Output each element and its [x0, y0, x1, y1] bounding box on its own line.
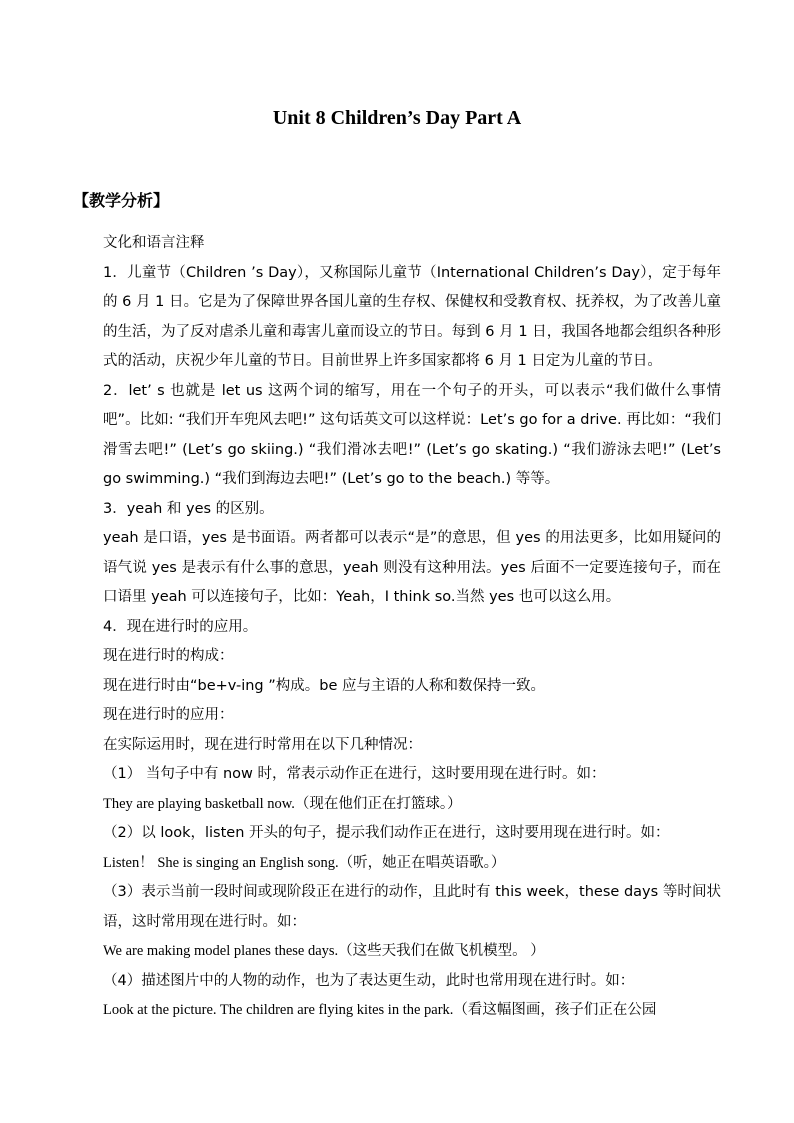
section-heading: 【教学分析】 [73, 191, 170, 210]
paragraph-childrens-day: 1．儿童节（Children ’s Day），又称国际儿童节（International Children’s Day），定于每年的 6 月 1 日。它是为了保障世界各国儿童的生存权、保健权和受教育权、抚养权，为了改善儿童的生活，为了反对虐杀儿童和毒害儿童而设立的节日。每到 6 月 1 日，我国各地都会组织各种形式的活动，庆祝少年儿童的节日。目前世界上许多国家都将 6 月 1 日定为儿童的节日。 [103, 264, 721, 369]
paragraph-usage-heading: 现在进行时的应用： [103, 707, 234, 723]
paragraph-usage-intro: 在实际运用时，现在进行时常用在以下几种情况： [103, 736, 422, 753]
paragraph-usage-4: （4）描述图片中的人物的动作，也为了表达更生动，此时也常用现在进行时。如： [103, 972, 635, 989]
example-4: Look at the picture. The children are flying kites in the park.（看这幅图画，孩子们正在公园 [103, 1002, 657, 1018]
paragraph-usage-1: （1） 当句子中有 now 时，常表示动作正在进行，这时要用现在进行时。如： [103, 766, 606, 782]
paragraph-formation: 现在进行时由“be+v-ing ”构成。be 应与主语的人称和数保持一致。 [103, 677, 545, 694]
paragraph-present-continuous-heading: 4．现在进行时的应用。 [103, 618, 258, 635]
example-2: Listen！ She is singing an English song.（听，她正在唱英语歌。） [103, 854, 506, 871]
paragraph-formation-heading: 现在进行时的构成： [103, 648, 234, 664]
paragraph-usage-3: （3）表示当前一段时间或现阶段正在进行的动作，且此时有 this week，these days 等时间状语，这时常用现在进行时。如： [103, 884, 721, 930]
example-3: We are making model planes these days.（这些天我们在做飞机模型。 ） [103, 943, 545, 959]
paragraph-culture-notes: 文化和语言注释 [103, 235, 205, 251]
paragraph-yeah-yes: yeah 是口语，yes 是书面语。两者都可以表示“是”的意思，但 yes 的用法更多，比如用疑问的语气说 yes 是表示有什么事的意思，yeah 则没有这种用法。yes 后面不一定要连接句子，而在口语里 yeah 可以连接句子，比如：Yeah，I think so.当然 yes 也可以这么用。 [103, 530, 721, 605]
paragraph-usage-2: （2）以 look，listen 开头的句子，提示我们动作正在进行，这时要用现在进行时。如： [103, 825, 670, 841]
paragraph-yeah-yes-heading: 3．yeah 和 yes 的区别。 [103, 500, 274, 517]
document-body [73, 229, 721, 1026]
example-1: They are playing basketball now.（现在他们正在打篮球。） [103, 795, 462, 812]
paragraph-lets: 2．let’ s 也就是 let us 这两个词的缩写，用在一个句子的开头，可以表示“我们做什么事情吧”。比如: “我们开车兜风去吧!” 这句话英文可以这样说：Let’s go for a drive. 再比如：“我们滑雪去吧!” (Let’s go skiing.) “我们滑冰去吧!” (Let’s go skating.) “我们游泳去吧!” (Let’s go swimming.) “我们到海边去吧!” (Let’s go to the beach.) 等等。 [103, 382, 721, 487]
document-title: Unit 8 Children’s Day Part A [272, 107, 522, 129]
